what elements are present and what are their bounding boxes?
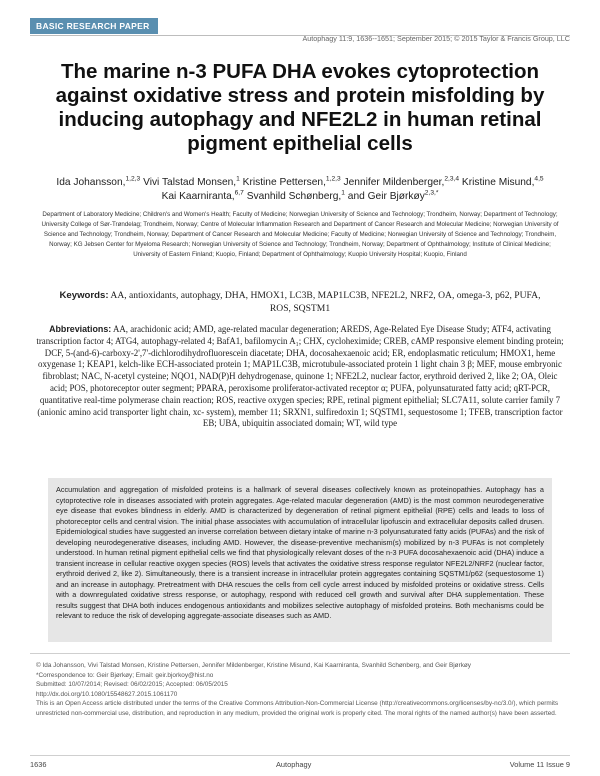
license-text: This is an Open Access article distributed under the terms of the Creative Commons Attribution-Non-Commercial License (http://creativecommons.org/licenses/by-nc/3.0/), which permits unrestricted non-commercial use, distribution, and reproduction in any medium, provided the original work is properly cited. The moral rights of the named author(s) have been asserted. bbox=[36, 700, 559, 717]
article-info-block bbox=[36, 661, 564, 718]
correspondence-line: *Correspondence to: Geir Bjørkøy; Email: geir.bjorkoy@hist.no bbox=[36, 671, 214, 679]
dates-line: Submitted: 10/07/2014; Revised: 06/02/2015; Accepted: 06/05/2015 bbox=[36, 681, 228, 688]
author-list bbox=[40, 176, 560, 204]
author: Vivi Talstad Monsen,$^1$ bbox=[143, 175, 240, 188]
keywords-label: Keywords: bbox=[59, 290, 109, 301]
copyright-line: © Ida Johansson, Vivi Talstad Monsen, Kristine Pettersen, Jennifer Mildenberger, Kristine Misund, Kai Kaarniranta, Svanhild Schønberg, and Geir Bjørkøy bbox=[36, 662, 471, 669]
keywords-text: AA, antioxidants, autophagy, DHA, HMOX1, LC3B, MAP1LC3B, NFE2L2, NRF2, OA, omega-3, p62, PUFA, ROS, SQSTM1 bbox=[110, 290, 541, 314]
page-footer-rule bbox=[30, 755, 570, 756]
affiliations: Department of Laboratory Medicine; Children's and Women's Health; Faculty of Medicine; Norwegian University of Science and Technology; Trondheim, Norway; Department of Technology; University College of Sør-Trøndelag; Trondheim, Norway; Centre of Molecular Inflammation Research and Department of Cancer Research and Molecular Medicine; Norwegian University of Science and Technology; Trondheim, Norway; Department of Cancer Research and Molecular Medicine; Faculty of Medicine; Norwegian University of Science and Technology; Trondheim, Norway; KG Jebsen Center for Myeloma Research; Norwegian University of Science and Technology; Trondheim, Norway; Department of Ophthalmology; Institute of Clinical Medicine; University of Eastern Finland; Kuopio, Finland; Department of Ophthalmology; Kuopio University Hospital; Kuopio, Finland bbox=[41, 211, 559, 258]
abstract-text: Accumulation and aggregation of misfolded proteins is a hallmark of several diseases collectively known as proteinopathies. Autophagy has a cytoprotective role in diseases associated with protein aggregates. Age-related macular degeneration (AMD) is the most common neurodegenerative eye disease that evokes blindness in elderly. AMD is characterized by degeneration of retinal pigment epithelial (RPE) cells and leads to loss of photoreceptor cells and central vision. The initial phase associates with accumulation of intracellular lipofuscin and extracellular deposits called drusen. Epidemiological studies have suggested an inverse correlation between dietary intake of marine n-3 polyunsaturated fatty acids (PUFAs) and the risk of developing neurodegenerative diseases, including AMD. However, the disease-preventive mechanism(s) mobilized by n-3 PUFAs is not completely understood. In human retinal pigment epithelial cells we find that physiologically relevant doses of the n-3 PUFA docosahexaenoic acid (DHA) induce a transient increase in cellular reactive oxygen species (ROS) levels that activates the oxidative stress response regulator NFE2L2/NRF2 (nuclear factor, erythroid derived 2, like 2). Simultaneously, there is a transient increase in intracellular protein aggregates containing SQSTM1/p62 (sequestosome 1) and an increase in autophagy. Pretreatment with DHA rescues the cells from cell cycle arrest induced by misfolded proteins or oxidative stress. Cells with a downregulated oxidative stress response, or autophagy, respond with reduced cell growth and survival after DHA supplementation. These results suggest that DHA both induces endogenous antioxidants and mobilizes selective autophagy of misfolded proteins. Both mechanisms could be relevant to reduce the risk of developing aggregate-associate diseases such as AMD. bbox=[56, 485, 544, 620]
author: Kristine Misund,$^{4,5}$ bbox=[461, 175, 544, 188]
doi-link[interactable]: http://dx.doi.org/10.1080/15548627.2015.1061170 bbox=[36, 690, 178, 698]
keywords bbox=[50, 290, 550, 315]
author: Kai Kaarniranta,$^{6,7}$ bbox=[161, 189, 244, 202]
author: and Geir Bjørkøy$^{2,3,*}$ bbox=[347, 189, 439, 202]
journal-citation-line: Autophagy 11:9, 1636--1651; September 2015; © 2015 Taylor & Francis Group, LLC bbox=[302, 34, 570, 43]
author: Kristine Pettersen,$^{1,2,3}$ bbox=[242, 175, 341, 188]
abbreviations-label: Abbreviations: bbox=[49, 324, 112, 334]
abbreviations bbox=[36, 324, 564, 430]
section-tag: BASIC RESEARCH PAPER bbox=[30, 18, 158, 34]
abbreviations-text: AA, arachidonic acid; AMD, age-related macular degeneration; AREDS, Age-Related Eye Disease Study; ATF4, activating transcription factor 4; ATG4, autophagy-related 4; BafA1, bafilomycin A₁; CHX, cycloheximide; CREB, cAMP responsive element binding protein; DCF, 5-(and-6)-carboxy-2',7'-dichlorodihydrofluorescein diacetate; DHA, docosahexaenoic acid; ER, endoplasmatic reticulum; HMOX1, heme oxygenase 1; KEAP1, kelch-like ECH-associated protein 1; MAP1LC3B, microtubule-associated protein 1 light chain 3 β; MEF, mouse embryonic fibroblast; NAC, N-acetyl cysteine; NQO1, NAD(P)H dehydrogenase, quinone 1; NFE2L2, nuclear factor, erythroid derived 2, like 2; OA, Oleic acid; POS, photoreceptor outer segment; PPARA, peroxisome proliferator-activated receptor α; PUFA, polyunsaturated fatty acid; qRT-PCR, quantitative real-time polymerase chain reaction; ROS, reactive oxygen species; RPE, retinal pigment epithelial; SLC7A11, solute carrier family 7 (anionic amino acid transporter light chain, xc- system), member 11; SRXN1, sulfiredoxin 1; SQSTM1, sequestosome 1; TFEB, transcription factor EB; UBA, ubiquitin associated domain; WT, wild type bbox=[36, 324, 564, 429]
article-title: The marine n-3 PUFA DHA evokes cytoprotection against oxidative stress and protein misfolding by inducing autophagy and NFE2L2 in human retinal pigment epithelial cells bbox=[55, 60, 545, 155]
author: Jennifer Mildenberger,$^{2,3,4}$ bbox=[343, 175, 460, 188]
footer-volume-issue: Volume 11 Issue 9 bbox=[509, 760, 570, 769]
author: Ida Johansson,$^{1,2,3}$ bbox=[56, 175, 141, 188]
page-number: 1636 bbox=[30, 760, 47, 769]
footer-divider bbox=[30, 653, 570, 654]
footer-journal-name: Autophagy bbox=[276, 760, 312, 769]
author: Svanhild Schønberg,$^1$ bbox=[246, 189, 345, 202]
